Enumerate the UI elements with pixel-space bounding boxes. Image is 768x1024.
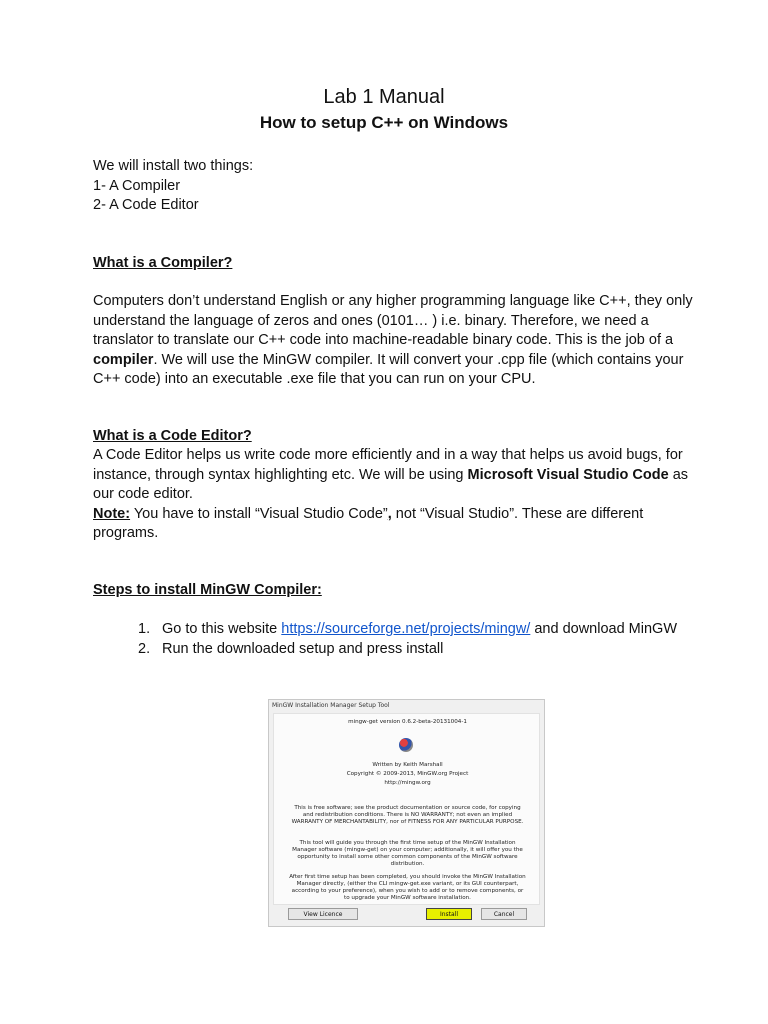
note-text-before: You have to install “Visual Studio Code” bbox=[130, 505, 388, 522]
compiler-heading: What is a Compiler? bbox=[93, 255, 233, 271]
page-subtitle: How to setup C++ on Windows bbox=[259, 113, 509, 132]
installer-window-title: MinGW Installation Manager Setup Tool bbox=[272, 702, 390, 709]
step-number: 2. bbox=[138, 640, 151, 657]
step-text-after: and download MinGW bbox=[530, 621, 678, 637]
installer-guide-line: distribution. bbox=[390, 861, 425, 867]
compiler-paragraph bbox=[93, 292, 693, 390]
editor-text-before: A Code Editor helps us write code more efficiently and in a way that helps us avoid bugs, for instance, through syntax highlighting etc. We will be using bbox=[93, 447, 683, 483]
step-item bbox=[138, 640, 698, 660]
step-number: 1. bbox=[138, 621, 151, 637]
mingw-logo-icon bbox=[399, 738, 413, 752]
editor-bold-term: Microsoft Visual Studio Code bbox=[467, 466, 669, 483]
installer-url: http://mingw.org bbox=[384, 780, 431, 786]
installer-content-panel bbox=[273, 713, 540, 905]
compiler-bold-term: compiler bbox=[93, 351, 154, 368]
compiler-text-before: Computers don’t understand English or any higher programming language like C++, they only understand the language of zeros and ones (0101… ) i.e. binary. Therefore, we need a translator to translate our C++ code into machine-readable binary code. This is the job of a bbox=[93, 293, 693, 348]
editor-note bbox=[93, 505, 693, 544]
installer-after-line: Manager directly, (either the CLI mingw-get.exe variant, or its GUI counterpart, bbox=[296, 881, 519, 887]
intro-item-editor: 2- A Code Editor bbox=[93, 197, 199, 213]
installer-after-line: After first time setup has been completed, you should invoke the MinGW Installation bbox=[289, 874, 526, 880]
installer-version: mingw-get version 0.6.2-beta-20131004-1 bbox=[348, 719, 467, 725]
intro-block bbox=[93, 157, 693, 216]
steps-list bbox=[138, 620, 698, 659]
installer-license-line: WARRANTY OF MERCHANTABILITY, nor of FITNESS FOR ANY PARTICULAR PURPOSE. bbox=[291, 819, 524, 825]
sourceforge-link[interactable]: https://sourceforge.net/projects/mingw/ bbox=[281, 621, 531, 637]
installer-guide-line: This tool will guide you through the first time setup of the MinGW Installation bbox=[299, 840, 516, 846]
step-text-before: Go to this website bbox=[162, 621, 282, 637]
intro-item-compiler: 1- A Compiler bbox=[93, 177, 181, 194]
steps-heading: Steps to install MinGW Compiler: bbox=[93, 582, 322, 598]
installer-author: Written by Keith Marshall bbox=[372, 762, 443, 768]
step-item bbox=[138, 620, 698, 640]
installer-license-line: and redistribution conditions. There is NO WARRANTY; not even an implied bbox=[302, 812, 513, 818]
installer-after-line: according to your preference), when you wish to add or to remove components, or bbox=[291, 888, 524, 894]
installer-guide-line: Manager software (mingw-get) on your computer; additionally, it will offer you the bbox=[292, 847, 523, 853]
editor-paragraph bbox=[93, 446, 693, 544]
intro-lead: We will install two things: bbox=[93, 158, 254, 174]
installer-copyright: Copyright © 2009-2013, MinGW.org Project bbox=[346, 771, 469, 777]
cancel-button[interactable]: Cancel bbox=[481, 908, 527, 920]
editor-text-after: as our code editor. bbox=[93, 466, 689, 502]
installer-screenshot bbox=[268, 699, 545, 927]
compiler-text-after: . We will use the MinGW compiler. It will convert your .cpp file (which contains your C++ code) into an executable .exe file that you can run on your CPU. bbox=[93, 351, 684, 387]
view-licence-button[interactable]: View Licence bbox=[288, 908, 358, 920]
install-button[interactable]: Install bbox=[426, 908, 472, 920]
editor-heading: What is a Code Editor? bbox=[93, 428, 252, 444]
page-title: Lab 1 Manual bbox=[323, 86, 445, 108]
installer-after-line: to upgrade your MinGW software installation. bbox=[344, 895, 471, 901]
installer-guide-line: opportunity to install some other common components of the MinGW software bbox=[297, 854, 518, 860]
note-label: Note: bbox=[93, 505, 131, 522]
installer-license-line: This is free software; see the product documentation or source code, for copying bbox=[294, 805, 521, 811]
step-text: Run the downloaded setup and press install bbox=[162, 640, 444, 657]
note-comma: , bbox=[387, 505, 392, 522]
note-text-after: not “Visual Studio”. These are different programs. bbox=[93, 505, 644, 541]
